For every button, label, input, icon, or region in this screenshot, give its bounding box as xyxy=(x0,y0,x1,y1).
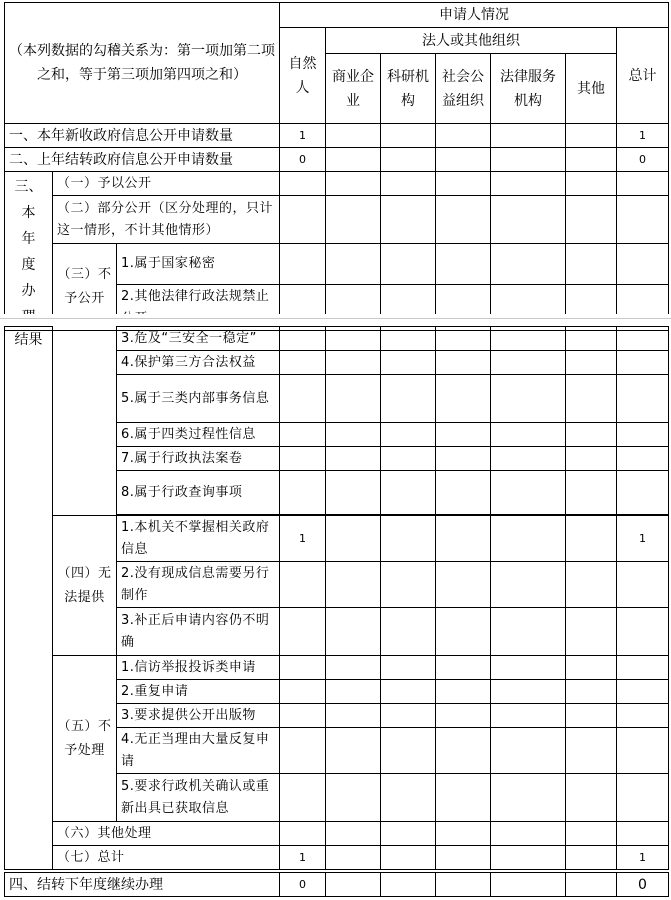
cannot-item-1-total: 1 xyxy=(617,516,669,562)
section3-char-2: 年 xyxy=(21,231,36,247)
cannot-item-1-natural: 1 xyxy=(280,516,326,562)
row-carry-next-label: 四、结转下年度继续办理 xyxy=(5,873,280,897)
row-carry-next-natural: 0 xyxy=(280,873,326,897)
row-carry-next-total: 0 xyxy=(617,873,669,897)
row-disclose-label: （一）予以公开 xyxy=(53,172,280,196)
nd-item-2: 2.其他法律行政法规禁止 xyxy=(117,285,280,331)
row-total-label: （七）总计 xyxy=(53,846,280,870)
np-item-3: 3.要求提供公开出版物 xyxy=(117,704,280,728)
header-applicant-situation: 申请人情况 xyxy=(280,3,669,28)
section3-label-bottom: 结果 xyxy=(5,327,53,870)
row-new-apps-natural: 1 xyxy=(280,124,326,148)
group-cannot-provide: （四）无法提供 xyxy=(53,516,117,656)
nd-item-5: 5.属于三类内部事务信息 xyxy=(117,375,280,423)
header-commercial: 商业企业 xyxy=(326,54,381,124)
header-public-welfare: 社会公益组织 xyxy=(436,54,491,124)
np-item-2: 2.重复申请 xyxy=(117,680,280,704)
info-disclosure-table-top xyxy=(4,2,669,331)
row-partial-label: （二）部分公开（区分处理的，只计这一情形，不计其他情形） xyxy=(53,196,280,244)
row-carryover-label: 二、上年结转政府信息公开申请数量 xyxy=(5,148,280,172)
section3-char-4: 办 xyxy=(21,283,36,299)
info-disclosure-table-bottom xyxy=(4,326,669,870)
section3-prefix: 三、 xyxy=(14,179,43,195)
nd-item-4: 4.保护第三方合法权益 xyxy=(117,351,280,375)
header-note: （本列数据的勾稽关系为：第一项加第二项之和，等于第三项加第四项之和） xyxy=(5,3,280,124)
row-new-apps-label: 一、本年新收政府信息公开申请数量 xyxy=(5,124,280,148)
row-total-total: 1 xyxy=(617,846,669,870)
nd-item-6: 6.属于四类过程性信息 xyxy=(117,423,280,447)
section3-char-3: 度 xyxy=(21,257,36,273)
cannot-item-3: 3.补正后申请内容仍不明确 xyxy=(117,608,280,656)
header-other: 其他 xyxy=(566,54,617,124)
header-natural-person: 自然人 xyxy=(280,28,326,124)
row-total-natural: 1 xyxy=(280,846,326,870)
nd-item-3: 3.危及“三安全一稳定” xyxy=(117,327,280,351)
np-item-5: 5.要求行政机关确认或重新出具已获取信息 xyxy=(117,774,280,822)
row-new-apps-total: 1 xyxy=(617,124,669,148)
header-research: 科研机构 xyxy=(381,54,436,124)
header-total: 总计 xyxy=(617,28,669,124)
nd-item-8: 8.属于行政查询事项 xyxy=(117,471,280,515)
np-item-1: 1.信访举报投诉类申请 xyxy=(117,656,280,680)
group-not-disclose: （三）不予公开 xyxy=(53,244,117,331)
nd-item-1: 1.属于国家秘密 xyxy=(117,244,280,285)
info-disclosure-table-final xyxy=(4,872,669,897)
row-carryover-total: 0 xyxy=(617,148,669,172)
np-item-4: 4.无正当理由大量反复申请 xyxy=(117,728,280,774)
section3-char-1: 本 xyxy=(21,205,36,221)
row-carryover-natural: 0 xyxy=(280,148,326,172)
cannot-item-1: 1.本机关不掌握相关政府信息 xyxy=(117,516,280,562)
nd-item-7: 7.属于行政执法案卷 xyxy=(117,447,280,471)
row-other-process: （六）其他处理 xyxy=(53,822,280,846)
group-no-process: （五）不予处理 xyxy=(53,656,117,822)
header-legal-service: 法律服务机构 xyxy=(491,54,566,124)
cannot-item-2: 2.没有现成信息需要另行制作 xyxy=(117,562,280,608)
header-legal-or-other: 法人或其他组织 xyxy=(326,28,617,54)
section3-label-top xyxy=(5,172,53,331)
page-break-line xyxy=(0,318,671,319)
